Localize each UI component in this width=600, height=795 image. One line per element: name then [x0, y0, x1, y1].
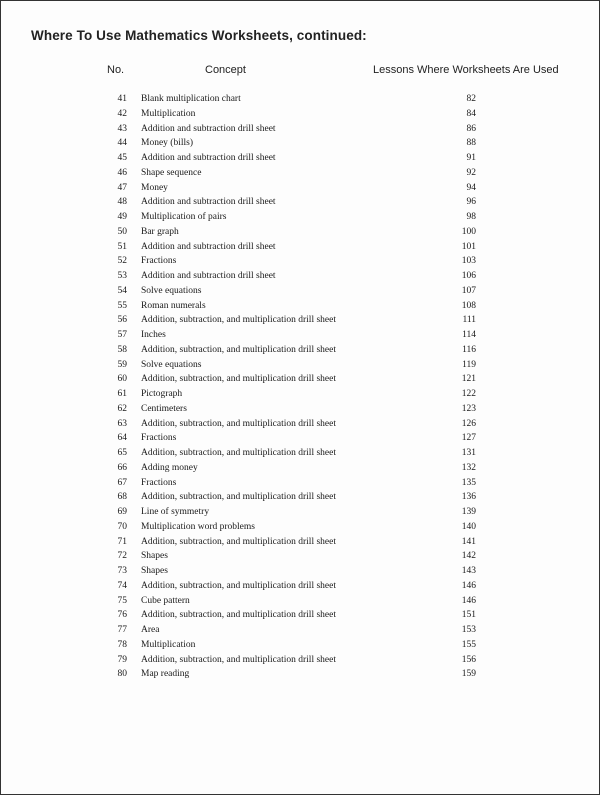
row-number: 67 — [117, 477, 127, 488]
row-lesson: 116 — [462, 344, 476, 355]
row-lesson: 141 — [461, 536, 476, 547]
row-lesson: 98 — [466, 212, 476, 222]
row-concept: Shapes — [141, 551, 168, 562]
row-number: 55 — [117, 300, 127, 311]
row-lesson: 131 — [461, 448, 476, 458]
row-concept: Shapes — [141, 566, 168, 576]
row-lesson: 135 — [461, 477, 476, 488]
table-row — [1, 417, 599, 432]
row-number: 79 — [117, 654, 127, 665]
table-row — [1, 549, 599, 564]
row-lesson: 107 — [461, 285, 476, 296]
row-concept: Map reading — [141, 669, 190, 680]
row-number: 58 — [117, 344, 127, 355]
table-row — [1, 608, 599, 623]
row-lesson: 143 — [461, 566, 476, 576]
row-lesson: 122 — [461, 389, 476, 399]
row-concept: Addition, subtraction, and multiplication drill sheet — [141, 448, 336, 458]
row-number: 52 — [117, 256, 127, 267]
row-number: 42 — [117, 108, 127, 119]
row-lesson: 86 — [466, 123, 476, 134]
table-row — [1, 269, 599, 284]
row-number: 64 — [117, 433, 127, 444]
table-row — [1, 446, 599, 461]
row-number: 43 — [117, 123, 127, 134]
table-row — [1, 623, 599, 638]
row-lesson: 103 — [461, 256, 476, 267]
table-row — [1, 210, 599, 225]
row-number: 61 — [117, 389, 127, 399]
table-row — [1, 313, 599, 328]
table-row — [1, 195, 599, 210]
table-row — [1, 564, 599, 579]
row-concept: Addition and subtraction drill sheet — [141, 241, 276, 252]
row-concept: Adding money — [141, 462, 198, 473]
row-lesson: 126 — [461, 418, 476, 429]
table-row — [1, 122, 599, 137]
row-number: 68 — [117, 492, 127, 503]
row-concept: Fractions — [141, 256, 177, 267]
page-title: Where To Use Mathematics Worksheets, continued: — [31, 28, 367, 43]
row-number: 60 — [117, 374, 127, 385]
table-row — [1, 299, 599, 314]
table-row — [1, 594, 599, 609]
row-number: 80 — [117, 669, 127, 680]
row-concept: Fractions — [141, 433, 177, 444]
table-row — [1, 328, 599, 343]
row-number: 77 — [117, 625, 127, 635]
worksheet-table — [1, 92, 599, 682]
row-concept: Addition, subtraction, and multiplication drill sheet — [141, 536, 336, 547]
row-concept: Addition, subtraction, and multiplication drill sheet — [141, 418, 336, 429]
row-concept: Money (bills) — [141, 138, 193, 149]
row-lesson: 119 — [462, 359, 476, 370]
row-lesson: 156 — [461, 654, 476, 665]
row-number: 53 — [117, 271, 127, 281]
column-header-concept: Concept — [205, 64, 246, 76]
row-number: 66 — [117, 462, 127, 473]
table-row — [1, 166, 599, 181]
table-row — [1, 579, 599, 594]
row-lesson: 94 — [466, 182, 476, 193]
table-row — [1, 490, 599, 505]
table-row — [1, 372, 599, 387]
row-number: 59 — [117, 359, 127, 370]
table-row — [1, 136, 599, 151]
row-concept: Area — [141, 625, 160, 635]
row-number: 63 — [117, 418, 127, 429]
row-concept: Addition and subtraction drill sheet — [141, 197, 276, 208]
row-number: 47 — [117, 182, 127, 193]
table-row — [1, 476, 599, 491]
row-lesson: 111 — [462, 315, 476, 326]
row-concept: Solve equations — [141, 359, 202, 370]
row-concept: Addition and subtraction drill sheet — [141, 153, 276, 163]
row-number: 45 — [117, 153, 127, 163]
row-concept: Roman numerals — [141, 300, 206, 311]
table-row — [1, 92, 599, 107]
row-lesson: 146 — [461, 580, 476, 591]
row-number: 46 — [117, 167, 127, 178]
row-lesson: 151 — [461, 610, 476, 621]
table-row — [1, 535, 599, 550]
row-concept: Inches — [141, 330, 166, 340]
row-lesson: 114 — [462, 330, 476, 340]
row-concept: Multiplication — [141, 639, 196, 650]
table-row — [1, 284, 599, 299]
row-lesson: 123 — [461, 403, 476, 414]
row-lesson: 84 — [466, 108, 476, 119]
row-number: 51 — [117, 241, 127, 252]
column-header-lessons: Lessons Where Worksheets Are Used — [373, 64, 559, 76]
row-concept: Addition, subtraction, and multiplication drill sheet — [141, 610, 336, 621]
row-lesson: 127 — [461, 433, 476, 444]
row-number: 78 — [117, 639, 127, 650]
row-lesson: 96 — [466, 197, 476, 208]
row-concept: Fractions — [141, 477, 177, 488]
row-lesson: 101 — [461, 241, 476, 252]
row-lesson: 106 — [461, 271, 476, 281]
row-number: 69 — [117, 507, 127, 517]
table-row — [1, 520, 599, 535]
row-lesson: 88 — [466, 138, 476, 149]
row-concept: Addition, subtraction, and multiplication drill sheet — [141, 654, 336, 665]
row-concept: Money — [141, 182, 168, 193]
row-concept: Multiplication — [141, 108, 196, 119]
row-concept: Addition, subtraction, and multiplication drill sheet — [141, 315, 336, 326]
row-number: 50 — [117, 226, 127, 237]
row-number: 65 — [117, 448, 127, 458]
table-row — [1, 358, 599, 373]
row-lesson: 153 — [461, 625, 476, 635]
table-row — [1, 505, 599, 520]
row-number: 74 — [117, 580, 127, 591]
row-number: 62 — [117, 403, 127, 414]
row-lesson: 100 — [461, 226, 476, 237]
table-row — [1, 107, 599, 122]
row-lesson: 146 — [461, 595, 476, 606]
row-number: 54 — [117, 285, 127, 296]
row-concept: Bar graph — [141, 226, 179, 237]
row-concept: Shape sequence — [141, 167, 202, 178]
table-row — [1, 343, 599, 358]
row-concept: Blank multiplication chart — [141, 94, 241, 104]
row-lesson: 82 — [466, 94, 476, 104]
row-concept: Addition, subtraction, and multiplication drill sheet — [141, 344, 336, 355]
row-number: 70 — [117, 521, 127, 532]
row-number: 75 — [117, 595, 127, 606]
row-concept: Line of symmetry — [141, 507, 210, 517]
row-concept: Multiplication word problems — [141, 521, 255, 532]
row-number: 76 — [117, 610, 127, 621]
table-row — [1, 254, 599, 269]
row-lesson: 159 — [461, 669, 476, 680]
row-concept: Multiplication of pairs — [141, 212, 227, 222]
table-row — [1, 225, 599, 240]
row-number: 57 — [117, 330, 127, 340]
row-lesson: 92 — [466, 167, 476, 178]
row-number: 41 — [117, 94, 127, 104]
table-row — [1, 461, 599, 476]
row-concept: Cube pattern — [141, 595, 190, 606]
table-row — [1, 181, 599, 196]
row-concept: Addition and subtraction drill sheet — [141, 271, 276, 281]
row-lesson: 139 — [461, 507, 476, 517]
row-lesson: 121 — [461, 374, 476, 385]
row-lesson: 132 — [461, 462, 476, 473]
row-concept: Addition, subtraction, and multiplication drill sheet — [141, 374, 336, 385]
row-lesson: 108 — [461, 300, 476, 311]
table-row — [1, 240, 599, 255]
row-lesson: 136 — [461, 492, 476, 503]
row-concept: Solve equations — [141, 285, 202, 296]
table-row — [1, 402, 599, 417]
table-row — [1, 431, 599, 446]
column-header-no: No. — [107, 64, 125, 76]
row-lesson: 91 — [466, 153, 476, 163]
table-row — [1, 151, 599, 166]
table-row — [1, 638, 599, 653]
row-concept: Addition, subtraction, and multiplication drill sheet — [141, 492, 336, 503]
row-number: 71 — [117, 536, 127, 547]
row-concept: Addition and subtraction drill sheet — [141, 123, 276, 134]
row-number: 44 — [117, 138, 127, 149]
row-concept: Pictograph — [141, 389, 183, 399]
row-number: 72 — [117, 551, 127, 562]
table-row — [1, 653, 599, 668]
row-number: 73 — [117, 566, 127, 576]
row-lesson: 142 — [461, 551, 476, 562]
row-number: 56 — [117, 315, 127, 326]
row-number: 49 — [117, 212, 127, 222]
row-concept: Addition, subtraction, and multiplication drill sheet — [141, 580, 336, 591]
row-lesson: 155 — [461, 639, 476, 650]
table-row — [1, 387, 599, 402]
row-number: 48 — [117, 197, 127, 208]
row-lesson: 140 — [461, 521, 476, 532]
table-row — [1, 667, 599, 682]
row-concept: Centimeters — [141, 403, 187, 414]
